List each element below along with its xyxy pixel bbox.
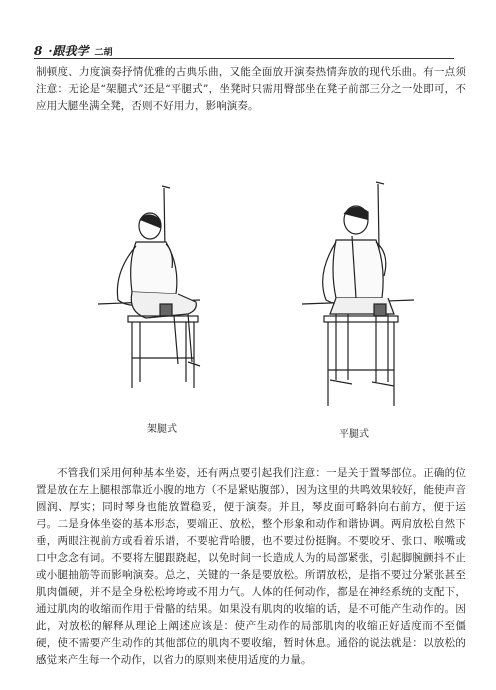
- crossed-leg-posture-illustration: [88, 182, 228, 394]
- body-paragraph: 不管我们采用何种基本坐姿，还有两点要引起我们注意：一是关于置琴部位。正确的位置是放在左上腿根部靠近小腹的地方（不是紧贴腹部），因为这里的共鸣效果较好，能使声音圆润、厚实；同时琴身也能放置稳妥，便于演奏。并且，琴皮面可略斜向右前方，便于运弓。二是身体坐姿的基本形态，要端正、放松，整个形象和动作和谐协调。两肩放松自然下垂，两眼注视前方或看着乐谱，不要驼背哈腰，也不要过份挺胸。不要咬牙、张口、喉嘴或口中念念有词。不要将左腿跟跷起，以免时间一长造成人为的局部紧张，引起脚腕颤抖不止或小腿抽筋等而影响演奏。总之，关键的一条是要放松。所谓放松，是指不要过分紧张甚至肌肉僵硬，并不是全身松松垮垮或不用力气。人体的任何动作，都是在神经系统的支配下，通过肌肉的收缩而作用于骨骼的结果。如果没有肌肉的收缩的话，是不可能产生动作的。因此，对放松的解释从理论上阐述应该是：使产生动作的局部肌肉的收缩正好适度而不至僵硬，使不需要产生动作的其他部位的肌肉不要收缩，暂时休息。通俗的说法就是：以放松的感觉来产生每一个动作，以省力的原则来使用适度的力量。: [36, 467, 466, 666]
- subject-title: 二胡: [94, 48, 113, 58]
- left-figure-caption: 架腿式: [147, 424, 177, 435]
- intro-paragraph: 制顿度、力度演奏抒情优雅的古典乐曲，又能全面放开演奏热情奔放的现代乐曲。有一点须注意：无论是“架腿式”还是“平腿式”，坐凳时只需用臀部坐在凳子前部三分之一处即可，不应用大腿坐满全凳，否则不好用力，影响演奏。: [36, 66, 466, 112]
- flat-leg-posture-illustration: [296, 180, 420, 412]
- series-title: ·跟我学: [48, 44, 89, 58]
- right-figure-caption: 平腿式: [339, 429, 369, 440]
- page-number: 8: [34, 44, 43, 58]
- page-header: [34, 42, 113, 59]
- header-rule: [34, 58, 454, 59]
